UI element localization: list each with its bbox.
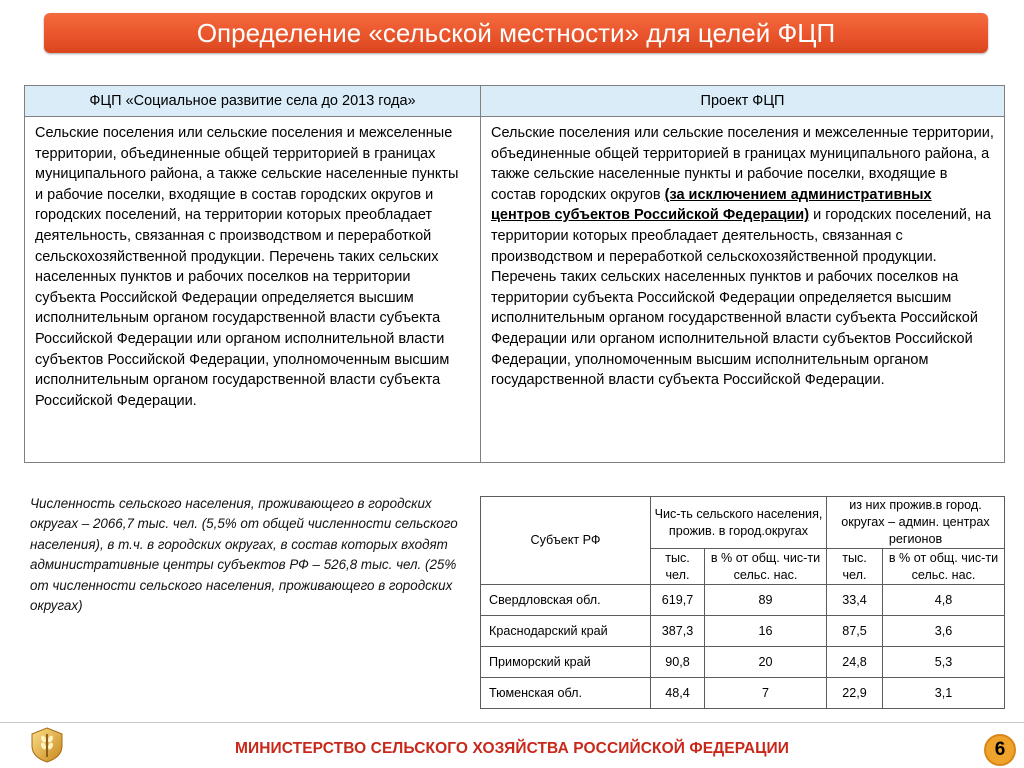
- draft-definition-text: [481, 117, 1005, 463]
- footer-divider: [0, 722, 1024, 723]
- population-note: Численность сельского населения, проживающего в городских округах – 2066,7 тыс. чел. (5,5% от общей численности сельского населения), в т.ч. в городских округах, в состав которых входят административные центры субъектов РФ – 526,8 тыс. чел. (25% от численности сельского населения, проживающего в городских округах): [30, 496, 458, 614]
- cell-value: 3,1: [883, 678, 1005, 709]
- cell-value: 24,8: [827, 647, 883, 678]
- cell-value: 89: [705, 585, 827, 616]
- table-row: [481, 647, 1005, 678]
- cell-value: 16: [705, 616, 827, 647]
- region-name: Приморский край: [481, 647, 651, 678]
- cell-value: 4,8: [883, 585, 1005, 616]
- ministry-name: МИНИСТЕРСТВО СЕЛЬСКОГО ХОЗЯЙСТВА РОССИЙСКОЙ ФЕДЕРАЦИИ: [234, 740, 790, 757]
- header-current-program: ФЦП «Социальное развитие села до 2013 года»: [25, 86, 481, 117]
- draft-text-before: Сельские поселения или сельские поселения и межселенные территории, объединенные общей территорией в границах муниципального района, а также сельские населенные пункты и рабочие поселки, входящие в состав городских округов: [491, 125, 994, 203]
- cell-value: 48,4: [651, 678, 705, 709]
- group1-header: Чис-ть сельского населения, прожив. в город.округах: [651, 497, 827, 549]
- cell-value: 387,3: [651, 616, 705, 647]
- subheader-thousands-2: тыс. чел.: [827, 549, 883, 585]
- subheader-thousands-1: тыс. чел.: [651, 549, 705, 585]
- region-name: Краснодарский край: [481, 616, 651, 647]
- cell-value: 90,8: [651, 647, 705, 678]
- page-number-badge: 6: [984, 734, 1016, 766]
- cell-value: 619,7: [651, 585, 705, 616]
- cell-value: 33,4: [827, 585, 883, 616]
- draft-text-after: и городских поселений, на территории которых преобладает деятельность, связанная с производством и переработкой сельскохозяйственной продукции. Перечень таких сельских населенных пунктов и рабочих поселков на территории субъекта Российской Федерации определяется высшим исполнительным органом государственной власти субъекта Российской Федерации или органом исполнительной власти субъектов Российской Федерации, уполномоченным высшим исполнительным органом государственной власти субъекта Российской Федерации.: [491, 207, 992, 389]
- cell-value: 22,9: [827, 678, 883, 709]
- comparison-table: [24, 85, 1005, 463]
- cell-value: 87,5: [827, 616, 883, 647]
- subject-header: Субъект РФ: [481, 497, 651, 585]
- subheader-percent-2: в % от общ. чис-ти сельс. нас.: [883, 549, 1005, 585]
- header-draft-program: Проект ФЦП: [481, 86, 1005, 117]
- table-row: [481, 616, 1005, 647]
- draft-text-highlight: (за исключением административных центров субъектов Российской Федерации): [491, 186, 932, 224]
- region-name: Тюменская обл.: [481, 678, 651, 709]
- cell-value: 3,6: [883, 616, 1005, 647]
- cell-value: 7: [705, 678, 827, 709]
- table-row: [481, 678, 1005, 709]
- slide-title: Определение «сельской местности» для целей ФЦП: [44, 13, 988, 53]
- group2-header: из них прожив.в город. округах – админ. центрах регионов: [827, 497, 1005, 549]
- cell-value: 20: [705, 647, 827, 678]
- region-name: Свердловская обл.: [481, 585, 651, 616]
- subheader-percent-1: в % от общ. чис-ти сельс. нас.: [705, 549, 827, 585]
- population-table: [480, 496, 1005, 709]
- table-row: [481, 585, 1005, 616]
- cell-value: 5,3: [883, 647, 1005, 678]
- current-definition-text: Сельские поселения или сельские поселения и межселенные территории, объединенные общей территорией в границах муниципального района, а также сельские населенные пункты и рабочие поселки, входящие в состав городских округов и городских поселений, на территории которых преобладает деятельность, связанная с производством и переработкой сельскохозяйственной продукции. Перечень таких сельских населенных пунктов и рабочих поселков на территории субъекта Российской Федерации определяется высшим исполнительным органом государственной власти субъекта Российской Федерации или органом исполнительной власти субъектов Российской Федерации, уполномоченным высшим исполнительным органом государственной власти субъекта Российской Федерации.: [25, 117, 481, 463]
